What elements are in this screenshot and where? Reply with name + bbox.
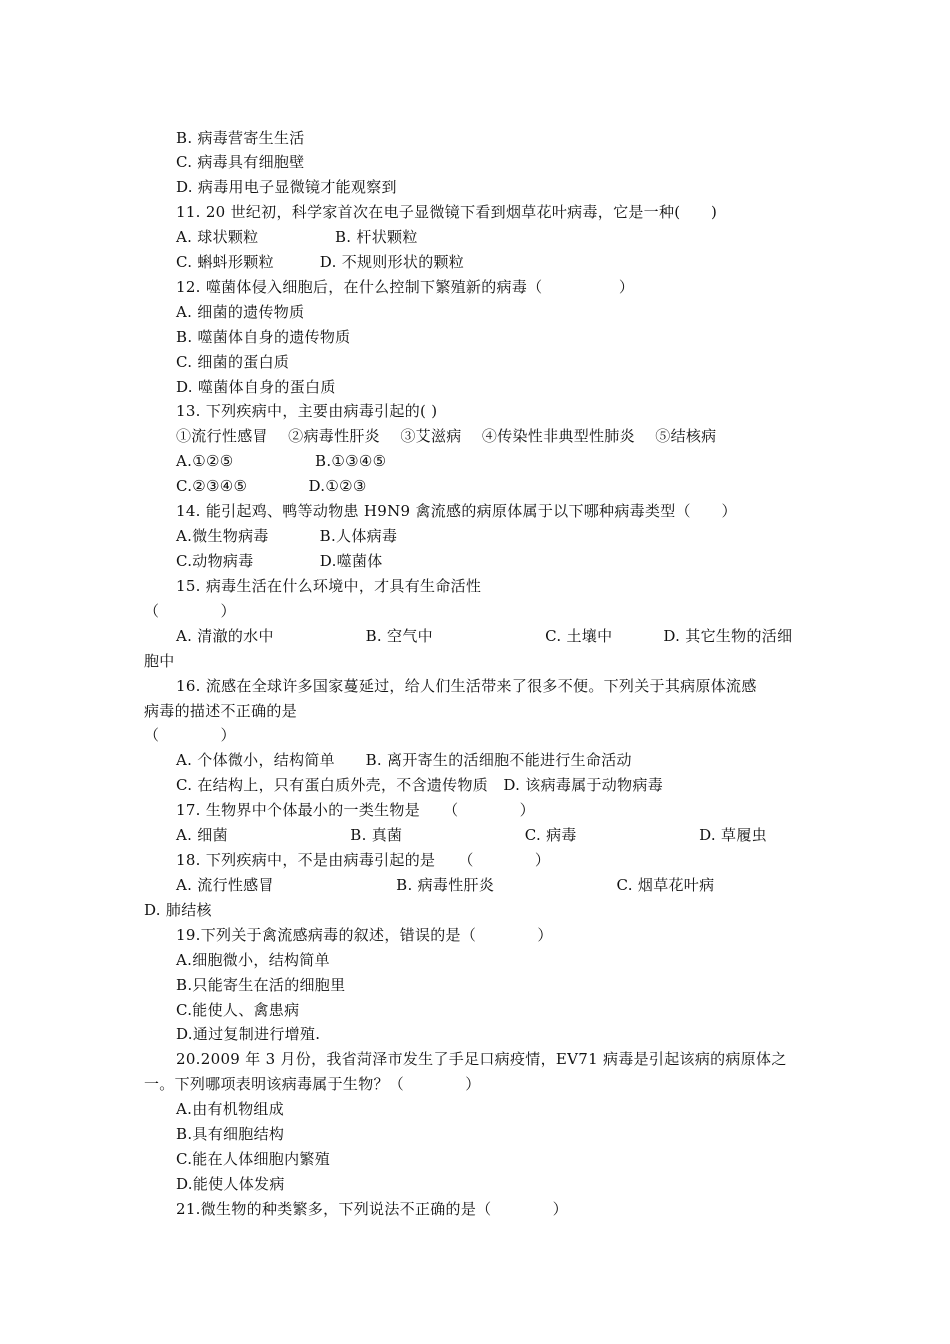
option-line: C.能在人体细胞内繁殖 [176,1150,331,1168]
option-line: B. 病毒营寄生生活 [176,129,305,147]
option-line: C.能使人、禽患病 [176,1001,300,1019]
question-20-wrap: 一。下列哪项表明该病毒属于生物？（ ） [144,1075,481,1093]
question-21: 21.微生物的种类繁多，下列说法不正确的是（ ） [176,1200,568,1218]
option-line: D. 病毒用电子显微镜才能观察到 [176,178,397,196]
question-19: 19.下列关于禽流感病毒的叙述，错误的是（ ） [176,926,553,944]
option-line: D.通过复制进行增殖. [176,1025,321,1043]
option-line: B.具有细胞结构 [176,1125,285,1143]
question-16-wrap: 病毒的描述不正确的是 [144,702,298,720]
option-line: A.细胞微小，结构简单 [176,951,330,969]
answer-blank: （ ） [144,602,236,620]
option-line: A.由有机物组成 [176,1100,285,1118]
question-15: 15. 病毒生活在什么环境中，才具有生命活性 [176,577,482,595]
question-16: 16. 流感在全球许多国家蔓延过，给人们生活带来了很多不便。下列关于其病原体流感 [176,677,757,695]
option-line: A. 清澈的水中 B. 空气中 C. 土壤中 D. 其它生物的活细 [176,627,793,645]
option-line: A. 球状颗粒 B. 杆状颗粒 [176,228,418,246]
option-line: C. 蝌蚪形颗粒 D. 不规则形状的颗粒 [176,253,465,271]
question-18: 18. 下列疾病中，不是由病毒引起的是 （ ） [176,851,551,869]
question-17: 17. 生物界中个体最小的一类生物是 （ ） [176,801,535,819]
option-line: C. 在结构上，只有蛋白质外壳，不含遗传物质 D. 该病毒属于动物病毒 [176,776,664,794]
option-line: D. 噬菌体自身的蛋白质 [176,378,336,396]
option-line: A. 个体微小，结构简单 B. 离开寄生的活细胞不能进行生命活动 [176,751,632,769]
question-12: 12. 噬菌体侵入细胞后，在什么控制下繁殖新的病毒（ ） [176,278,635,296]
question-13: 13. 下列疾病中，主要由病毒引起的( ) [176,402,438,420]
option-line-wrap: D. 肺结核 [144,901,212,919]
question-11: 11. 20 世纪初，科学家首次在电子显微镜下看到烟草花叶病毒，它是一种( ) [176,203,718,221]
option-line: A. 细菌的遗传物质 [176,303,305,321]
option-line: B. 噬菌体自身的遗传物质 [176,328,351,346]
option-line: C. 细菌的蛋白质 [176,353,290,371]
question-14: 14. 能引起鸡、鸭等动物患 H9N9 禽流感的病原体属于以下哪种病毒类型（ ） [176,502,737,520]
item-list: ①流行性感冒 ②病毒性肝炎 ③艾滋病 ④传染性非典型性肺炎 ⑤结核病 [176,427,717,445]
option-line: A.①②⑤ B.①③④⑤ [176,452,387,470]
option-line: A. 流行性感冒 B. 病毒性肝炎 C. 烟草花叶病 [176,876,715,894]
option-line: C. 病毒具有细胞壁 [176,153,305,171]
option-line: C.动物病毒 D.噬菌体 [176,552,383,570]
option-line: C.②③④⑤ D.①②③ [176,477,367,495]
option-line: A. 细菌 B. 真菌 C. 病毒 D. 草履虫 [176,826,767,844]
option-line: B.只能寄生在活的细胞里 [176,976,346,994]
question-20: 20.2009 年 3 月份，我省菏泽市发生了手足口病疫情，EV71 病毒是引起该病的病原体之 [176,1050,787,1068]
answer-blank: （ ） [144,726,236,744]
option-line: A.微生物病毒 B.人体病毒 [176,527,398,545]
option-line: D.能使人体发病 [176,1175,285,1193]
option-line-wrap: 胞中 [144,652,175,670]
